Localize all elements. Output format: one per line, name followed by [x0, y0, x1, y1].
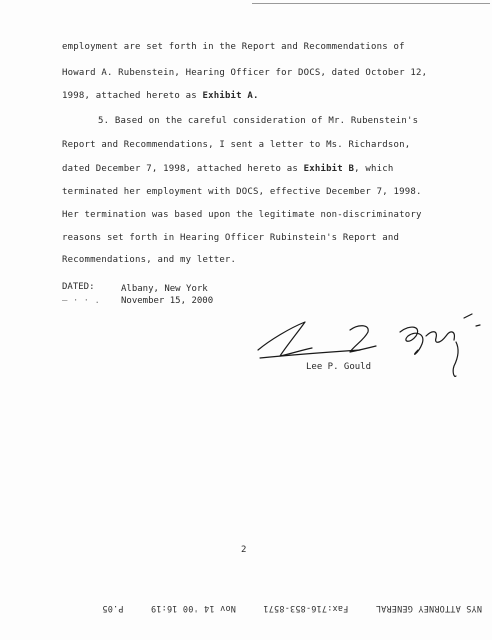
body-line-3: [62, 91, 259, 102]
dated-city: Albany, New York: [121, 284, 208, 294]
exhibit-b-ref: Exhibit B: [303, 164, 355, 174]
dated-smudge: — · · .: [62, 296, 100, 306]
exhibit-a-ref: Exhibit A.: [202, 91, 259, 101]
fax-page: P.05: [102, 603, 124, 613]
fax-sender: NYS ATTORNEY GENERAL: [375, 603, 482, 613]
body-line-1: employment are set forth in the Report and Recommendations of: [62, 42, 405, 52]
body-line-2: Howard A. Rubenstein, Hearing Officer for DOCS, dated October 12,: [62, 68, 428, 78]
body-line-10: Recommendations, and my letter.: [62, 255, 237, 265]
body-line-4: 5. Based on the careful consideration of Mr. Rubenstein's: [98, 116, 419, 126]
dated-label: DATED:: [62, 282, 95, 292]
page-number: 2: [241, 545, 247, 555]
body-line-5: Report and Recommendations, I sent a letter to Ms. Richardson,: [62, 140, 411, 150]
body-line-9: reasons set forth in Hearing Officer Rubinstein's Report and: [62, 233, 400, 243]
dated-date: November 15, 2000: [121, 296, 214, 306]
top-edge-rule: [252, 3, 490, 4]
signer-name: Lee P. Gould: [306, 362, 372, 372]
body-line-6-tail: , which: [354, 164, 394, 174]
body-line-7: terminated her employment with DOCS, effective December 7, 1998.: [62, 187, 422, 197]
body-line-3-text: 1998, attached hereto as: [62, 91, 203, 101]
body-line-6: [62, 164, 394, 175]
body-line-6-text: dated December 7, 1998, attached hereto as: [62, 164, 304, 174]
fax-datetime: Nov 14 '00 16:19: [150, 603, 236, 613]
fax-header-upside-down: [62, 603, 482, 613]
body-line-8: Her termination was based upon the legitimate non-discriminatory: [62, 210, 422, 220]
fax-number: Fax:716-853-8571: [263, 603, 349, 613]
